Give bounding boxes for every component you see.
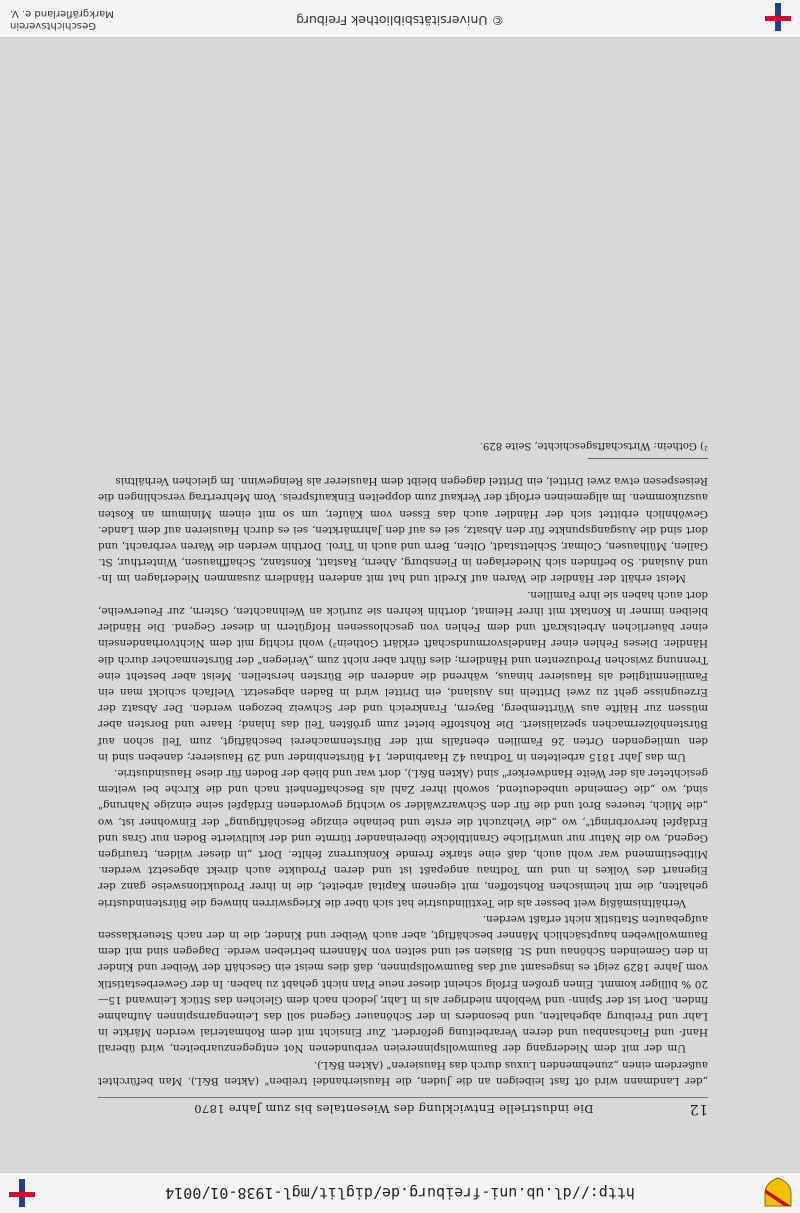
footnote: ²) Gothein: Wirtschaftsgeschichte, Seite 829.: [479, 440, 708, 452]
document-url[interactable]: http://dl.ub.uni-freiburg.de/diglit/mgl-1938-01/0014: [165, 1184, 635, 1202]
paragraph: Um der mit dem Niedergang der Baumwollspinnereien verbundenen Not entgegenzuarbeiten, wird überall Hanf- und Flachsanbau und deren Verarbeitung gefördert. Zur Einsicht mit dem Rohmaterial werden Märkte in Lahr und Freiburg abgehalten, und besonders in der Schönauer Gegend soll das Leinengarnspinnen Aufnahme finden. Dort ist der Spinn- und Weblohn niedriger als in Lahr, jedoch nach dem Gleichen das Stück Leinwand 15—20 % billiger kommt. Einen großen Erfolg scheint dieser neue Plan nicht gehabt zu haben. In der Gewerbestatistik vom Jahre 1829 zeigt es insgesamt auf das Baumwollspinnen, daß dies meist ein Geschäft der Weiber und Kinder in den Gemeinden Schönau und St. Blasien sei und selten von Männern betrieben werde. Dagegen sind mit dem Baumwollweben hauptsächlich Männer beschäftigt, aber auch Weiber und Kinder, die in der nach Steuerklassen aufgebauten Statistik nicht erfaßt werden.: [98, 912, 708, 1055]
university-logo-icon: [6, 1177, 38, 1209]
footnote-divider: [588, 458, 708, 459]
page-number: 12: [689, 1101, 708, 1117]
paragraph: Meist erhält der Händler die Waren auf Kredit und hat mit anderen Händlern zusammen Niederlagen im In- und Ausland. So befinden sich Niederlagen in Flensburg, Ahern, Rastatt, Konstanz, Schaffhausen, Winterthur, St. Gallen, Mülhausen, Colmar, Schlettstadt, Olten, Bern und auch in Tirol. Dorthin werden die Waren verbracht, und dort sind die Ausgangspunkte für den Absatz, sei es auf den Jahrmärkten, sei es durch Hausieren auf dem Lande. Gewöhnlich erbittet sich der Händler auch das Essen vom Käufer, um so mit einem Minimum an Kosten auszukommen. Im allgemeinen erfolgt der Verkauf zum doppelten Einkaufspreis. Vom Mehrertrag verschlingen die Reisespesen etwa zwei Drittel, ein Drittel dagegen bleibt dem Hausierer als Reingewinn. Im gleichen Verhältnis: [98, 475, 708, 585]
library-copyright: © Universitätsbibliothek Freiburg: [296, 13, 504, 28]
paragraph: „der Landmann wird oft fast leibeigen an die Juden, die Hausierhandel treiben" (Akten B&L). Man befürchtet außerdem einen „zunehmenden Luxus durch das Hausieren" (Akten B&L).: [98, 1058, 708, 1087]
society-name: Geschichtsverein Markgräflerland e. V.: [10, 8, 114, 31]
viewer-top-bar: [0, 1172, 800, 1213]
coat-of-arms-icon: [762, 1177, 794, 1209]
university-logo-icon: [762, 1, 794, 33]
running-title: Die industrielle Entwicklung des Wiesentales bis zum Jahre 1870: [194, 1102, 594, 1116]
viewer-bottom-bar: [0, 0, 800, 38]
page-content: [98, 438, 708, 1117]
paragraph: Verhältnismäßig weit besser als die Textilindustrie hat sich über die Kriegswirren hinweg die Bürstenindustrie gehalten, die mit heimischen Rohstoffen, mit eigenem Kapital arbeitet, die in ihrer Produktionsweise ganz der Eigenart des Volkes in und um Todtnau angepaßt ist und deren Produkte auch direkt abgesetzt werden. Mitbestimmend war wohl auch, daß eine starke fremde Konkurrenz fehlte. Dort „in dieser wilden, traurigen Gegend, wo die Natur nur unwirtliche Granitblöcke übereinander türmte und der kultivierte Boden nur Gras und Erdäpfel hervorbringt", wo „die Viehzucht die erste und beinahe einzige Beschäftigung" der Einwohner ist, wo „die Milch, teueres Brot und die für den Schwarzwälder so wichtig gewordenen Erdäpfel seine einzige Nahrung" sind, wo „die Gemeinde unbedeutend, sowohl ihrer Zahl als Beschaffenheit nach und die Kirche bei weitem gesichteter als der Weite Handwerker" sind (Akten B&L), dort war und blieb der Boden für diese Hausindustrie.: [98, 766, 708, 909]
running-head: [98, 1097, 708, 1117]
paragraph: Um das Jahr 1815 arbeiteten in Todtnau 42 Haarbinder, 14 Bürstenbinder und 29 Hausierer; daneben sind in den umliegenden Orten 26 Familien ebenfalls mit der Bürstenmacherei beschäftigt, zum Teil schon auf Bürstenhölzermachen spezialisiert. Die Rohstoffe bietet zum größten Teil das Inland; Haare und Borsten aber müssen zur Hälfte aus Württemberg, Bayern, Frankreich und der Schweiz bezogen werden. Der Absatz der Erzeugnisse geht zu zwei Dritteln ins Ausland, ein Drittel wird in Baden abgesetzt. Vielfach schickt man ein Familienmitglied als Hausierer hinaus, während die anderen die Bürsten herstellen. Meist aber besteht eine Trennung zwischen Produzenten und Händlern; dies führt aber nicht zum „Verlegen" der Bürstenmacher durch die Händler. Dieses Fehlen einer Handelsvormundschaft erklärt Gothein²) wohl richtig mit dem Nichtvorhandensein einer bäuerlichen Arbeitskraft und dem Fehlen von geschlossenen Hofgütern in dieser Gegend. Die Händler bleiben immer in Kontakt mit ihrer Heimat, dorthin kehren sie zurück an Weihnachten, Ostern, zur Feuerweihe, dort auch haben sie ihre Familien.: [98, 588, 708, 763]
